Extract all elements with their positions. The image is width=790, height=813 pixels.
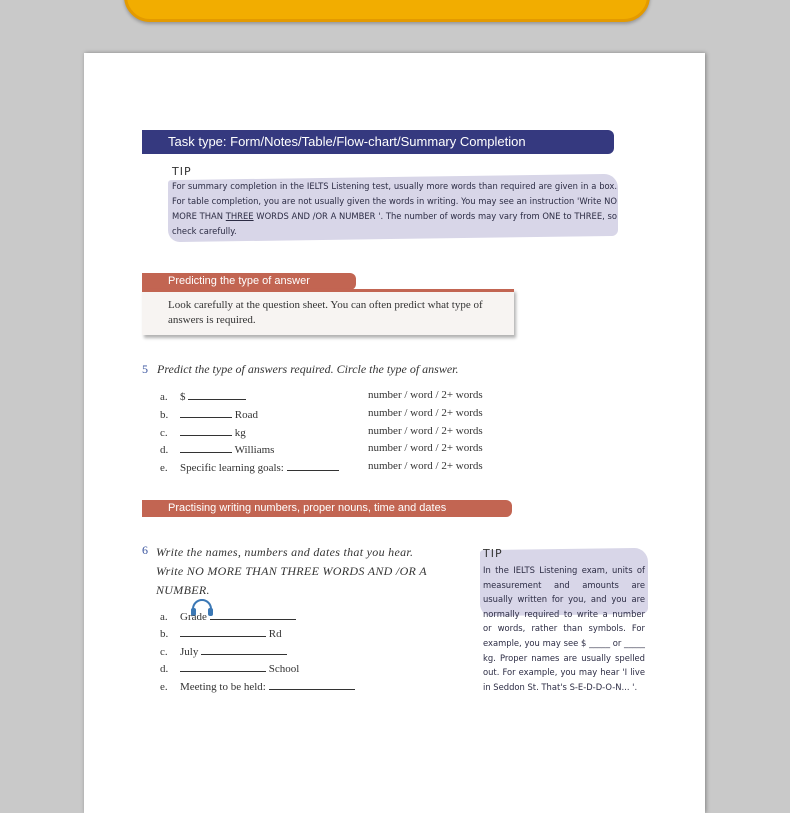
tip-label: TIP bbox=[483, 547, 503, 560]
answer-blank[interactable] bbox=[188, 389, 246, 400]
task-type-banner: Task type: Form/Notes/Table/Flow-chart/Summary Completion bbox=[142, 130, 614, 154]
q5-item-e: e. Specific learning goals: bbox=[160, 460, 339, 474]
q5-item-c: c. kg bbox=[160, 427, 246, 439]
answer-blank[interactable] bbox=[269, 679, 355, 690]
q5-item-b: b. Road bbox=[160, 409, 258, 421]
tip-label: TIP bbox=[172, 165, 192, 178]
question-6-number: 6 bbox=[142, 543, 148, 557]
chapter-title-tab bbox=[124, 0, 650, 22]
q6-item-a: a. Grade bbox=[160, 609, 296, 623]
q5-choice-a[interactable]: number / word / 2+ words bbox=[368, 389, 483, 401]
answer-blank[interactable] bbox=[180, 407, 232, 418]
q5-item-a: a. $ bbox=[160, 389, 246, 403]
question-5-instruction: Predict the type of answers required. Circle the type of answer. bbox=[157, 362, 459, 376]
tip-text: For summary completion in the IELTS Listening test, usually more words than required are given in a box. For table completion, you are not usually given the words in writing. You may see an instruction 'Write NO MORE THAN THREE WORDS AND /OR A NUMBER '. The number of words may vary from ONE to THREE, so check carefully. bbox=[172, 181, 617, 236]
predicting-banner: Predicting the type of answer bbox=[142, 273, 356, 290]
answer-blank[interactable] bbox=[180, 442, 232, 453]
practising-banner: Practising writing numbers, proper nouns, time and dates bbox=[142, 500, 512, 517]
tip-text: In the IELTS Listening exam, units of measurement and amounts are usually written for you, and you are normally required to write a number or words, rather than symbols. For example, you may see $ _____ or _____ kg. Proper names are usually spelled out. For example, you may hear 'I live in Seddon St. That's S-E-D-D-O-N... '. bbox=[483, 565, 645, 692]
answer-blank[interactable] bbox=[210, 609, 296, 620]
q5-choice-c[interactable]: number / word / 2+ words bbox=[368, 425, 483, 437]
q5-choice-b[interactable]: number / word / 2+ words bbox=[368, 407, 483, 419]
q6-item-b: b. Rd bbox=[160, 628, 282, 640]
question-5-number: 5 bbox=[142, 362, 148, 376]
q5-item-d: d. Williams bbox=[160, 444, 275, 456]
q6-item-c: c. July bbox=[160, 644, 287, 658]
q5-choice-d[interactable]: number / word / 2+ words bbox=[368, 442, 483, 454]
answer-blank[interactable] bbox=[180, 626, 266, 637]
answer-blank[interactable] bbox=[201, 644, 287, 655]
question-6-instruction: Write the names, numbers and dates that you hear. Write NO MORE THAN THREE WORDS AND /OR A NUMBER. bbox=[156, 545, 427, 597]
q6-item-e: e. Meeting to be held: bbox=[160, 679, 355, 693]
answer-blank[interactable] bbox=[287, 460, 339, 471]
answer-blank[interactable] bbox=[180, 425, 232, 436]
q5-choice-e[interactable]: number / word / 2+ words bbox=[368, 460, 483, 472]
predicting-note: Look carefully at the question sheet. You can often predict what type of answers is required. bbox=[142, 289, 514, 335]
q6-item-d: d. School bbox=[160, 663, 300, 675]
answer-blank[interactable] bbox=[180, 661, 266, 672]
worksheet-page bbox=[84, 53, 705, 813]
